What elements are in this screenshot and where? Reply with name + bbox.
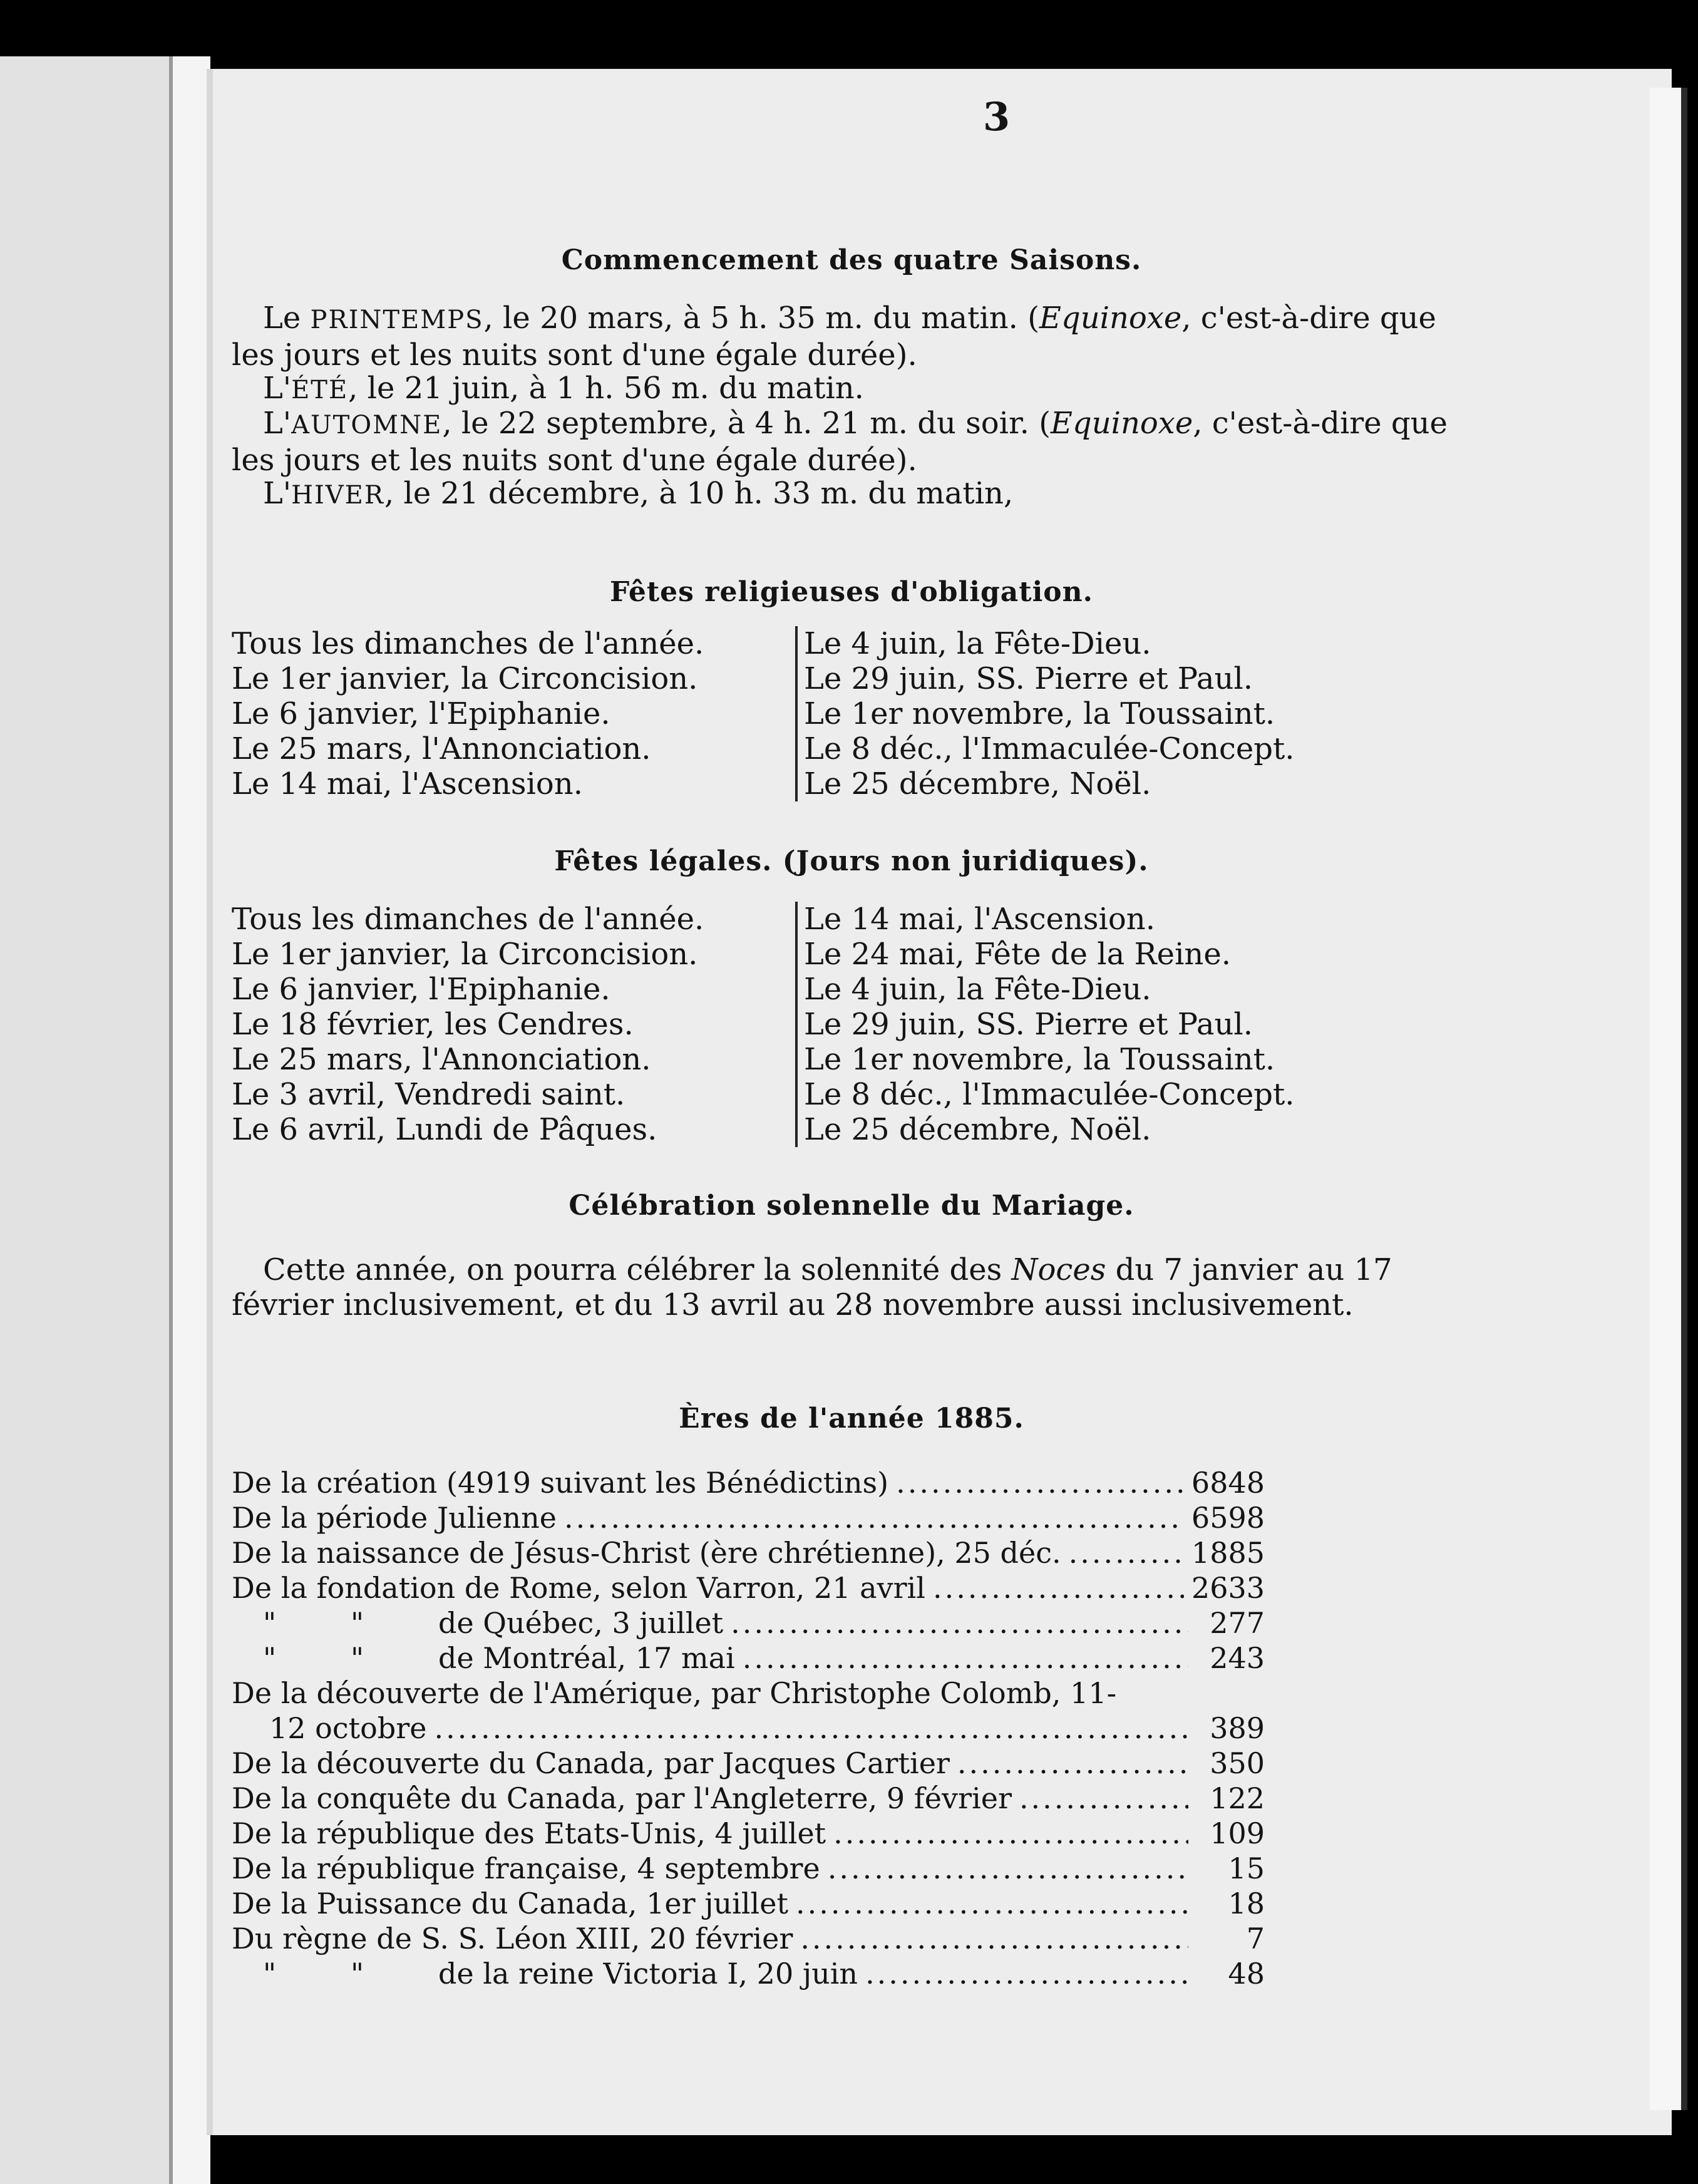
ditto-mark: " <box>351 1641 364 1675</box>
table-row: De la découverte de l'Amérique, par Christophe Colomb, 11- <box>232 1676 1117 1710</box>
leader-dots <box>743 1641 1188 1676</box>
list-item: Le 14 mai, l'Ascension. <box>232 766 583 801</box>
ditto-mark: " <box>263 1641 277 1675</box>
table-row: Du règne de S. S. Léon XIII, 20 février ..... 7 <box>232 1921 1265 1956</box>
leader-dots <box>800 1921 1188 1956</box>
list-item: Le 25 mars, l'Annonciation. <box>232 1042 651 1077</box>
leader-dots <box>796 1886 1188 1921</box>
eres-heading: Ères de l'année 1885. <box>679 1403 1024 1435</box>
page-number: 3 <box>983 94 1011 140</box>
season-printemps: Le PRINTEMPS, le 20 mars, à 5 h. 35 m. du matin. (Equinoxe, c'est-à-dire que les jours et les nuits sont d'une égale durée). <box>232 301 1436 373</box>
legales-left-column <box>232 902 704 1147</box>
list-item: Le 25 décembre, Noël. <box>804 1112 1151 1147</box>
ditto-mark: " <box>351 1606 364 1640</box>
legales-right-column <box>795 902 1295 1147</box>
obligation-heading: Fêtes religieuses d'obligation. <box>610 576 1093 608</box>
table-row: " " de Montréal, 17 mai ..... 243 <box>232 1641 1265 1676</box>
table-row: De la création (4919 suivant les Bénédictins) ..... 6848 <box>232 1465 1265 1500</box>
obligation-left-column <box>232 626 704 801</box>
list-item: Le 25 mars, l'Annonciation. <box>232 731 651 766</box>
season-name: HIVER <box>291 481 384 510</box>
leader-dots <box>828 1851 1188 1886</box>
leader-dots <box>731 1605 1188 1641</box>
leader-dots <box>957 1746 1188 1781</box>
table-row: 12 octobre ..... 389 <box>232 1711 1265 1746</box>
list-item: Le 29 juin, SS. Pierre et Paul. <box>804 661 1253 696</box>
previous-page-edge <box>0 56 178 2184</box>
list-item: Le 25 décembre, Noël. <box>804 766 1151 801</box>
season-automne: L'AUTOMNE, le 22 septembre, à 4 h. 21 m. du soir. (Equinoxe, c'est-à-dire que les jours et les nuits sont d'une égale durée). <box>232 406 1448 478</box>
leader-dots <box>865 1956 1188 1991</box>
list-item: Le 1er janvier, la Circoncision. <box>232 661 698 696</box>
ditto-mark: " <box>263 1606 277 1640</box>
list-item: Le 1er novembre, la Toussaint. <box>804 696 1275 731</box>
ditto-mark: " <box>263 1957 277 1991</box>
table-row: De la république des Etats-Unis, 4 juillet ..... 109 <box>232 1816 1265 1851</box>
season-ete: L'ÉTÉ, le 21 juin, à 1 h. 56 m. du matin. <box>263 371 864 406</box>
seasons-heading: Commencement des quatre Saisons. <box>561 244 1142 276</box>
table-row: De la découverte du Canada, par Jacques Cartier ..... 350 <box>232 1746 1265 1781</box>
leader-dots <box>896 1465 1184 1500</box>
list-item: Le 4 juin, la Fête-Dieu. <box>804 626 1151 661</box>
leader-dots <box>833 1816 1188 1851</box>
list-item: Le 6 avril, Lundi de Pâques. <box>232 1112 657 1147</box>
mariage-paragraph: Cette année, on pourra célébrer la solennité des Noces du 7 janvier au 17 février inclusivement, et du 13 avril au 28 novembre aussi inclusivement. <box>232 1252 1392 1322</box>
table-row: " " de la reine Victoria I, 20 juin ..... 48 <box>232 1956 1265 1991</box>
table-row: De la période Julienne ..... 6598 <box>232 1500 1265 1535</box>
list-item: Tous les dimanches de l'année. <box>232 626 704 661</box>
list-item: Le 1er janvier, la Circoncision. <box>232 937 698 972</box>
leader-dots <box>1019 1781 1188 1816</box>
list-item: Le 29 juin, SS. Pierre et Paul. <box>804 1007 1253 1042</box>
list-item: Le 24 mai, Fête de la Reine. <box>804 937 1232 972</box>
obligation-right-column <box>795 626 1295 801</box>
list-item: Le 6 janvier, l'Epiphanie. <box>232 696 610 731</box>
leader-dots <box>1069 1535 1184 1570</box>
legales-heading: Fêtes légales. (Jours non juridiques). <box>554 845 1149 877</box>
table-row: De la Puissance du Canada, 1er juillet ..... 18 <box>232 1886 1265 1921</box>
list-item: Le 4 juin, la Fête-Dieu. <box>804 972 1151 1007</box>
season-name: ÉTÉ <box>291 376 349 404</box>
mariage-heading: Célébration solennelle du Mariage. <box>569 1190 1135 1222</box>
table-row: De la république française, 4 septembre ..... 15 <box>232 1851 1265 1886</box>
leader-dots <box>564 1500 1184 1535</box>
season-hiver: L'HIVER, le 21 décembre, à 10 h. 33 m. du matin, <box>263 476 1014 511</box>
list-item: Tous les dimanches de l'année. <box>232 902 704 937</box>
page-fore-edge <box>1650 88 1687 2110</box>
season-name: AUTOMNE <box>291 411 443 440</box>
list-item: Le 6 janvier, l'Epiphanie. <box>232 972 610 1007</box>
list-item: Le 14 mai, l'Ascension. <box>804 902 1155 937</box>
season-name: PRINTEMPS <box>310 306 484 334</box>
ditto-mark: " <box>351 1957 364 1991</box>
table-row: De la conquête du Canada, par l'Angleterre, 9 février ..... 122 <box>232 1781 1265 1816</box>
eres-table <box>232 1465 1265 1991</box>
table-row: " " de Québec, 3 juillet ..... 277 <box>232 1605 1265 1641</box>
leader-dots <box>434 1711 1188 1746</box>
leader-dots <box>933 1570 1184 1605</box>
list-item: Le 3 avril, Vendredi saint. <box>232 1077 625 1112</box>
list-item: Le 18 février, les Cendres. <box>232 1007 634 1042</box>
list-item: Le 1er novembre, la Toussaint. <box>804 1042 1275 1077</box>
list-item: Le 8 déc., l'Immaculée-Concept. <box>804 731 1295 766</box>
book-spine-edge <box>169 56 210 2184</box>
table-row: De la naissance de Jésus-Christ (ère chrétienne), 25 déc. ..... 1885 <box>232 1535 1265 1570</box>
table-row: De la fondation de Rome, selon Varron, 21 avril ..... 2633 <box>232 1570 1265 1605</box>
list-item: Le 8 déc., l'Immaculée-Concept. <box>804 1077 1295 1112</box>
